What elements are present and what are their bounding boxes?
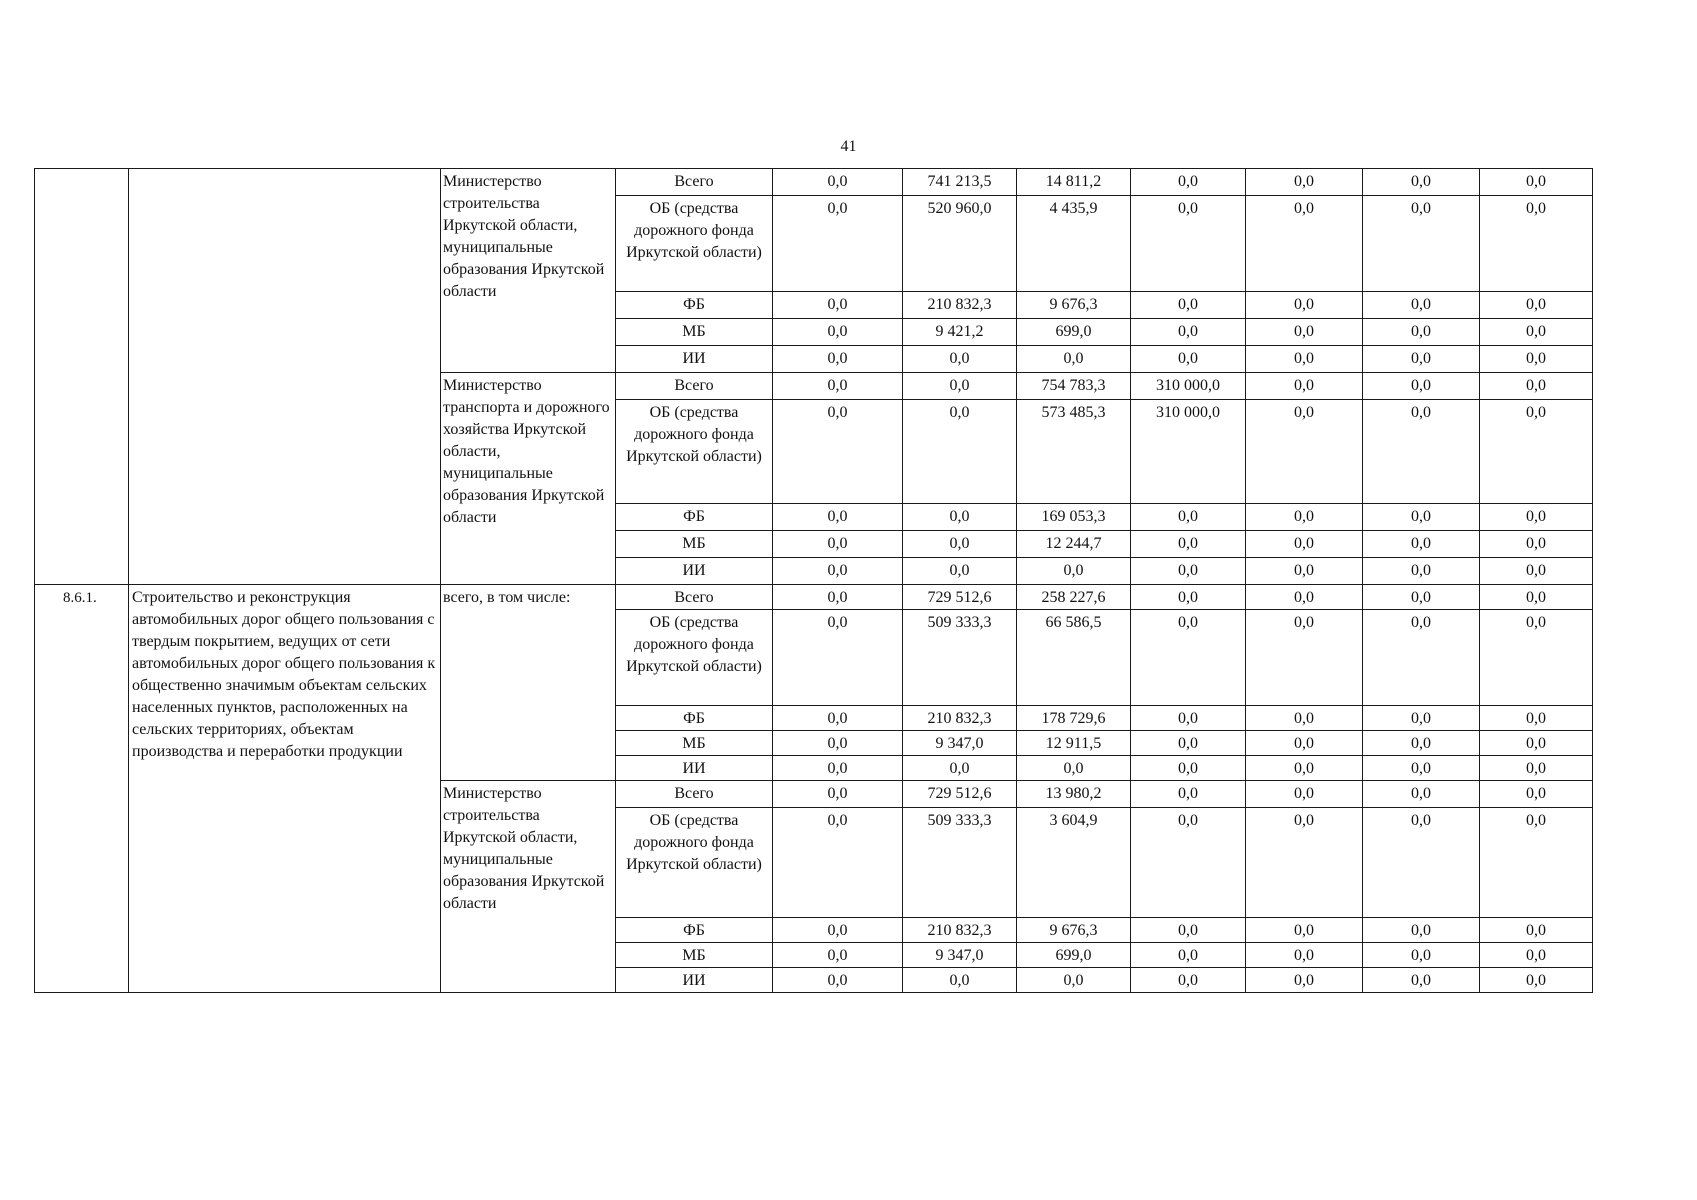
amount-cell: 178 729,6: [1017, 706, 1131, 731]
amount-cell: 0,0: [1480, 400, 1593, 504]
amount-cell: 0,0: [773, 504, 903, 531]
amount-cell: 0,0: [1363, 731, 1480, 756]
amount-cell: 0,0: [1017, 558, 1131, 585]
amount-cell: 0,0: [1480, 558, 1593, 585]
amount-cell: 0,0: [1480, 169, 1593, 196]
amount-cell: 210 832,3: [903, 706, 1017, 731]
amount-cell: 0,0: [1480, 504, 1593, 531]
amount-cell: 0,0: [1246, 346, 1363, 373]
amount-cell: 0,0: [773, 756, 903, 781]
amount-cell: 0,0: [1363, 585, 1480, 610]
amount-cell: 14 811,2: [1017, 169, 1131, 196]
amount-cell: 0,0: [1246, 504, 1363, 531]
amount-cell: 0,0: [1480, 808, 1593, 918]
item-name-cell: Строительство и реконструкция автомобильных дорог общего пользования с твердым покрытием, ведущих от сети автомобильных дорог общего пользования к общественно значимым объектам сельских населенных пунктов, расположенных на сельских территориях, объектам производства и переработки продукции: [129, 585, 441, 993]
funding-source-cell: Всего: [616, 585, 773, 610]
funding-source-cell: ИИ: [616, 968, 773, 993]
funding-source-cell: ИИ: [616, 756, 773, 781]
amount-cell: 0,0: [1131, 558, 1246, 585]
amount-cell: 66 586,5: [1017, 610, 1131, 706]
amount-cell: 0,0: [773, 196, 903, 292]
amount-cell: 0,0: [1363, 706, 1480, 731]
amount-cell: 0,0: [1363, 531, 1480, 558]
amount-cell: 9 347,0: [903, 943, 1017, 968]
amount-cell: 0,0: [1131, 781, 1246, 808]
amount-cell: 0,0: [1246, 531, 1363, 558]
amount-cell: 0,0: [773, 968, 903, 993]
amount-cell: 0,0: [1246, 585, 1363, 610]
amount-cell: 0,0: [773, 346, 903, 373]
page-number: 41: [840, 138, 857, 155]
amount-cell: 210 832,3: [903, 918, 1017, 943]
amount-cell: 0,0: [1246, 968, 1363, 993]
amount-cell: 0,0: [1131, 346, 1246, 373]
amount-cell: 0,0: [1363, 169, 1480, 196]
amount-cell: 310 000,0: [1131, 400, 1246, 504]
amount-cell: 0,0: [1131, 756, 1246, 781]
amount-cell: 0,0: [903, 400, 1017, 504]
amount-cell: 9 676,3: [1017, 292, 1131, 319]
amount-cell: 0,0: [1363, 610, 1480, 706]
amount-cell: 0,0: [1363, 808, 1480, 918]
amount-cell: 12 244,7: [1017, 531, 1131, 558]
funding-source-cell: Всего: [616, 169, 773, 196]
amount-cell: 0,0: [1017, 756, 1131, 781]
funding-source-cell: ОБ (средства дорожного фонда Иркутской области): [616, 400, 773, 504]
amount-cell: 0,0: [1480, 756, 1593, 781]
amount-cell: 0,0: [1246, 400, 1363, 504]
item-name-cell: [129, 169, 441, 585]
amount-cell: 509 333,3: [903, 610, 1017, 706]
amount-cell: 0,0: [773, 319, 903, 346]
table-row: [35, 585, 1593, 610]
amount-cell: 0,0: [903, 346, 1017, 373]
amount-cell: 0,0: [903, 558, 1017, 585]
amount-cell: 0,0: [1363, 196, 1480, 292]
amount-cell: 0,0: [773, 781, 903, 808]
amount-cell: 0,0: [1246, 292, 1363, 319]
amount-cell: 0,0: [1131, 968, 1246, 993]
amount-cell: 0,0: [1480, 196, 1593, 292]
amount-cell: 0,0: [1131, 731, 1246, 756]
item-code-cell: 8.6.1.: [35, 585, 129, 993]
amount-cell: 0,0: [1363, 756, 1480, 781]
amount-cell: 210 832,3: [903, 292, 1017, 319]
amount-cell: 0,0: [1246, 610, 1363, 706]
amount-cell: 0,0: [1246, 169, 1363, 196]
funding-source-cell: ОБ (средства дорожного фонда Иркутской области): [616, 196, 773, 292]
amount-cell: 0,0: [1246, 319, 1363, 346]
amount-cell: 0,0: [773, 731, 903, 756]
amount-cell: 0,0: [773, 610, 903, 706]
amount-cell: 0,0: [1246, 943, 1363, 968]
amount-cell: 0,0: [1480, 319, 1593, 346]
amount-cell: 0,0: [903, 756, 1017, 781]
amount-cell: 0,0: [1480, 531, 1593, 558]
amount-cell: 0,0: [1363, 319, 1480, 346]
funding-source-cell: ФБ: [616, 292, 773, 319]
budget-table: [34, 168, 1593, 993]
amount-cell: 0,0: [773, 706, 903, 731]
amount-cell: 0,0: [773, 373, 903, 400]
amount-cell: 9 421,2: [903, 319, 1017, 346]
amount-cell: 0,0: [1480, 373, 1593, 400]
amount-cell: 0,0: [1131, 808, 1246, 918]
amount-cell: 0,0: [1131, 943, 1246, 968]
amount-cell: 729 512,6: [903, 585, 1017, 610]
amount-cell: 0,0: [1363, 781, 1480, 808]
amount-cell: 0,0: [1246, 781, 1363, 808]
funding-source-cell: ИИ: [616, 346, 773, 373]
amount-cell: 13 980,2: [1017, 781, 1131, 808]
amount-cell: 0,0: [1131, 169, 1246, 196]
amount-cell: 0,0: [1363, 918, 1480, 943]
amount-cell: 699,0: [1017, 319, 1131, 346]
amount-cell: 0,0: [1363, 558, 1480, 585]
amount-cell: 0,0: [1480, 731, 1593, 756]
funding-source-cell: ФБ: [616, 504, 773, 531]
amount-cell: 0,0: [773, 531, 903, 558]
amount-cell: 699,0: [1017, 943, 1131, 968]
amount-cell: 0,0: [1363, 943, 1480, 968]
amount-cell: 0,0: [1480, 292, 1593, 319]
amount-cell: 310 000,0: [1131, 373, 1246, 400]
amount-cell: 0,0: [1480, 610, 1593, 706]
amount-cell: 0,0: [1246, 706, 1363, 731]
funding-source-cell: МБ: [616, 319, 773, 346]
funding-source-cell: Всего: [616, 373, 773, 400]
amount-cell: 0,0: [1131, 531, 1246, 558]
funding-source-cell: ФБ: [616, 706, 773, 731]
funding-source-cell: Всего: [616, 781, 773, 808]
amount-cell: 3 604,9: [1017, 808, 1131, 918]
amount-cell: 509 333,3: [903, 808, 1017, 918]
amount-cell: 0,0: [1246, 756, 1363, 781]
amount-cell: 0,0: [903, 373, 1017, 400]
table-row: [35, 169, 1593, 196]
amount-cell: 0,0: [1363, 504, 1480, 531]
item-code-cell: [35, 169, 129, 585]
executor-cell: Министерство транспорта и дорожного хозяйства Иркутской области, муниципальные образования Иркутской области: [441, 373, 616, 585]
amount-cell: 0,0: [1131, 319, 1246, 346]
amount-cell: 0,0: [1480, 918, 1593, 943]
amount-cell: 0,0: [1363, 346, 1480, 373]
funding-source-cell: ОБ (средства дорожного фонда Иркутской области): [616, 610, 773, 706]
amount-cell: 0,0: [1246, 558, 1363, 585]
amount-cell: 0,0: [1131, 196, 1246, 292]
amount-cell: 0,0: [1131, 610, 1246, 706]
amount-cell: 0,0: [903, 531, 1017, 558]
amount-cell: 0,0: [1480, 346, 1593, 373]
amount-cell: 0,0: [773, 169, 903, 196]
amount-cell: 0,0: [1480, 781, 1593, 808]
amount-cell: 741 213,5: [903, 169, 1017, 196]
funding-source-cell: ОБ (средства дорожного фонда Иркутской области): [616, 808, 773, 918]
amount-cell: 0,0: [1363, 400, 1480, 504]
amount-cell: 0,0: [903, 968, 1017, 993]
amount-cell: 4 435,9: [1017, 196, 1131, 292]
amount-cell: 520 960,0: [903, 196, 1017, 292]
amount-cell: 573 485,3: [1017, 400, 1131, 504]
amount-cell: 754 783,3: [1017, 373, 1131, 400]
amount-cell: 0,0: [1246, 196, 1363, 292]
amount-cell: 0,0: [1363, 292, 1480, 319]
amount-cell: 0,0: [1246, 808, 1363, 918]
amount-cell: 0,0: [1131, 504, 1246, 531]
amount-cell: 0,0: [1480, 706, 1593, 731]
amount-cell: 0,0: [1363, 968, 1480, 993]
amount-cell: 0,0: [773, 808, 903, 918]
amount-cell: 0,0: [1131, 585, 1246, 610]
funding-source-cell: МБ: [616, 531, 773, 558]
amount-cell: 0,0: [1480, 585, 1593, 610]
amount-cell: 258 227,6: [1017, 585, 1131, 610]
amount-cell: 0,0: [773, 918, 903, 943]
funding-source-cell: ФБ: [616, 918, 773, 943]
amount-cell: 729 512,6: [903, 781, 1017, 808]
amount-cell: 12 911,5: [1017, 731, 1131, 756]
amount-cell: 9 347,0: [903, 731, 1017, 756]
amount-cell: 0,0: [773, 400, 903, 504]
executor-cell: всего, в том числе:: [441, 585, 616, 781]
amount-cell: 169 053,3: [1017, 504, 1131, 531]
amount-cell: 0,0: [1131, 918, 1246, 943]
amount-cell: 9 676,3: [1017, 918, 1131, 943]
amount-cell: 0,0: [1246, 373, 1363, 400]
amount-cell: 0,0: [1017, 346, 1131, 373]
amount-cell: 0,0: [773, 558, 903, 585]
funding-source-cell: МБ: [616, 731, 773, 756]
funding-source-cell: ИИ: [616, 558, 773, 585]
amount-cell: 0,0: [903, 504, 1017, 531]
amount-cell: 0,0: [1363, 373, 1480, 400]
executor-cell: Министерство строительства Иркутской области, муниципальные образования Иркутской области: [441, 781, 616, 993]
amount-cell: 0,0: [1480, 968, 1593, 993]
amount-cell: 0,0: [1246, 731, 1363, 756]
amount-cell: 0,0: [1480, 943, 1593, 968]
amount-cell: 0,0: [773, 585, 903, 610]
amount-cell: 0,0: [773, 943, 903, 968]
amount-cell: 0,0: [1017, 968, 1131, 993]
amount-cell: 0,0: [1246, 918, 1363, 943]
funding-source-cell: МБ: [616, 943, 773, 968]
amount-cell: 0,0: [773, 292, 903, 319]
amount-cell: 0,0: [1131, 292, 1246, 319]
amount-cell: 0,0: [1131, 706, 1246, 731]
executor-cell: Министерство строительства Иркутской области, муниципальные образования Иркутской области: [441, 169, 616, 373]
